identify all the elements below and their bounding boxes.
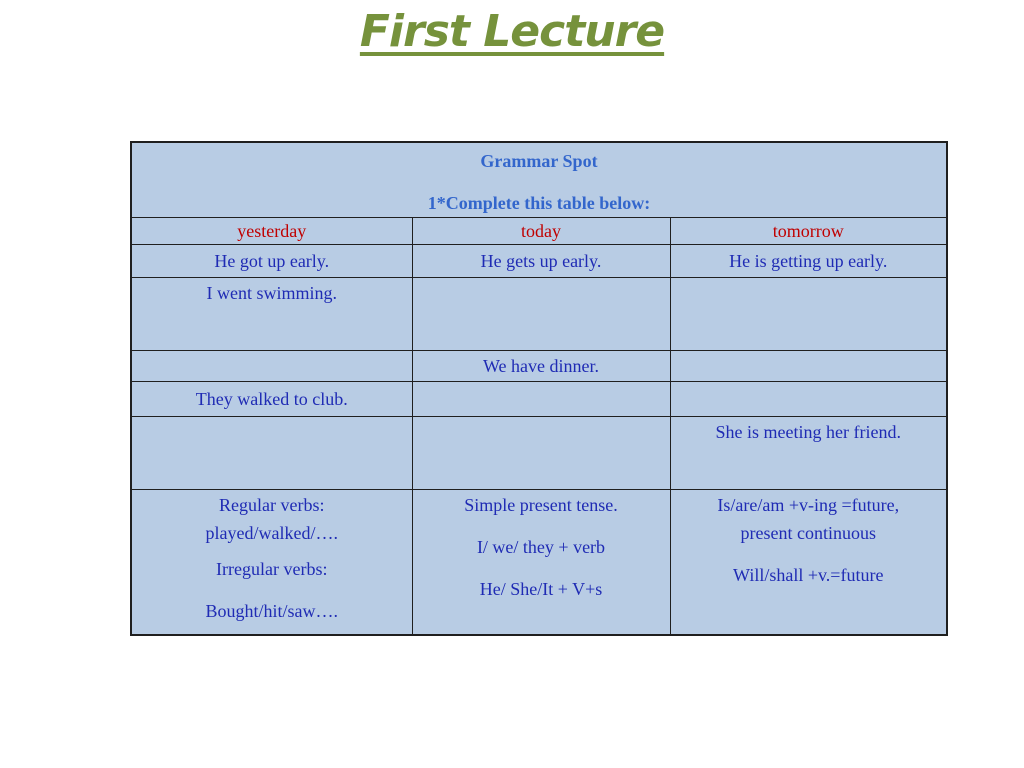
table-cell	[670, 382, 947, 417]
table-row	[131, 417, 947, 490]
note-line: Regular verbs:	[219, 495, 325, 515]
grammar-spot-heading: Grammar Spot	[480, 151, 598, 171]
table-cell	[131, 351, 412, 382]
table-header-cell	[131, 142, 947, 218]
column-header-yesterday: yesterday	[131, 218, 412, 245]
column-header-tomorrow: tomorrow	[670, 218, 947, 245]
table-cell	[670, 351, 947, 382]
column-header-today: today	[412, 218, 670, 245]
note-line: Irregular verbs:	[216, 559, 328, 579]
table-cell	[412, 382, 670, 417]
notes-cell-past	[131, 490, 412, 636]
table-cell: She is meeting her friend.	[670, 417, 947, 490]
note-line: Bought/hit/saw….	[205, 601, 338, 621]
table-cell: He is getting up early.	[670, 245, 947, 278]
notes-cell-present	[412, 490, 670, 636]
table-row	[131, 382, 947, 417]
table-cell	[670, 278, 947, 351]
note-line: present continuous	[740, 523, 876, 543]
note-line: I/ we/ they + verb	[476, 537, 606, 557]
table-cell	[412, 417, 670, 490]
note-line: He/ She/It + V+s	[479, 579, 603, 599]
notes-row	[131, 490, 947, 636]
note-line: Simple present tense.	[464, 495, 618, 515]
notes-cell-future	[670, 490, 947, 636]
grammar-table	[130, 141, 948, 636]
slide-title-container	[0, 6, 1024, 57]
table-cell: He got up early.	[131, 245, 412, 278]
table-row	[131, 278, 947, 351]
table-cell	[412, 278, 670, 351]
note-line: Is/are/am +v-ing =future,	[717, 495, 900, 515]
table-cell: They walked to club.	[131, 382, 412, 417]
table-cell: He gets up early.	[412, 245, 670, 278]
instruction-text: 1*Complete this table below:	[427, 193, 651, 213]
column-header-row	[131, 218, 947, 245]
table-row	[131, 245, 947, 278]
table-cell	[131, 417, 412, 490]
slide-title: First Lecture	[359, 6, 665, 57]
note-line: played/walked/….	[205, 523, 338, 543]
table-cell: I went swimming.	[131, 278, 412, 351]
table-cell: We have dinner.	[412, 351, 670, 382]
table-row	[131, 351, 947, 382]
note-line: Will/shall +v.=future	[733, 565, 884, 585]
